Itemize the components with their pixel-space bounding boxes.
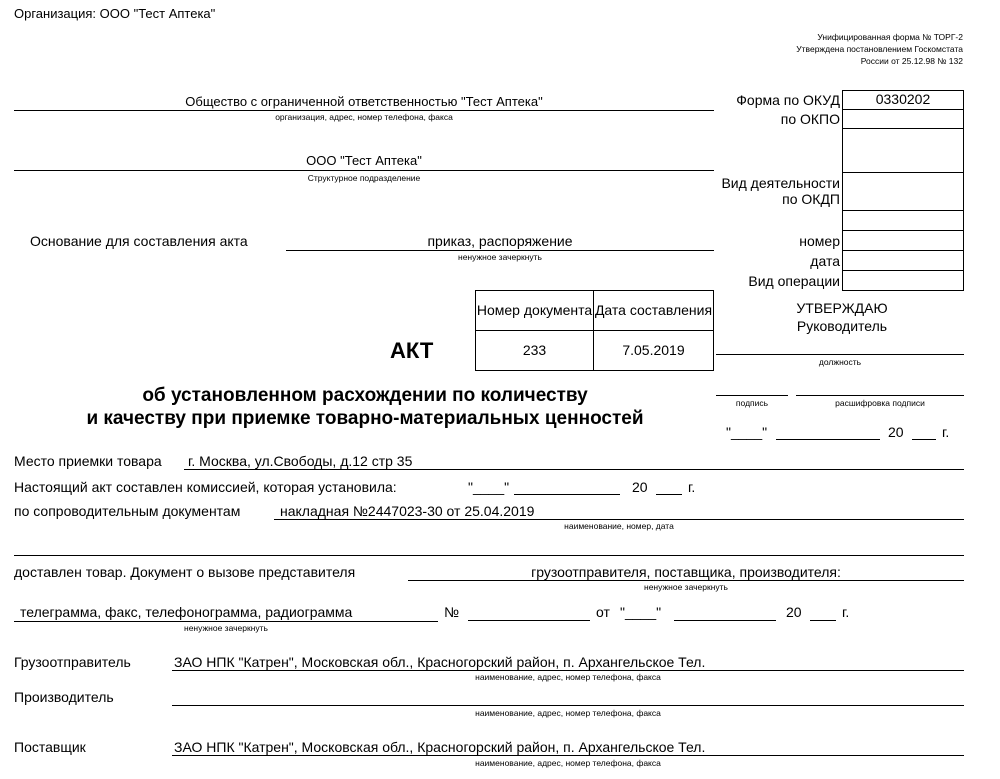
approve-day: "____" [726, 424, 768, 440]
okdp-label: по ОКДП [782, 191, 840, 207]
approve-title: УТВЕРЖДАЮ [796, 300, 888, 316]
approve-month-line [776, 439, 880, 440]
division-caption: Структурное подразделение [307, 173, 421, 183]
organization-header: Организация: ООО "Тест Аптека" [14, 6, 216, 21]
okud-value: 0330202 [875, 91, 931, 107]
approve-year-prefix: 20 [888, 424, 904, 440]
division-line [14, 170, 714, 171]
codes-divider [842, 250, 964, 251]
shipper-line [172, 670, 964, 671]
basis-line [286, 250, 714, 251]
telegram-number-label: № [444, 604, 460, 620]
docs-extra-line [14, 555, 964, 556]
codes-divider [842, 270, 964, 271]
telegram-value: телеграмма, факс, телефонограмма, радиограмма [20, 604, 353, 620]
approve-year-suffix: г. [942, 424, 950, 440]
basis-caption: ненужное зачеркнуть [458, 252, 542, 262]
commission-year: 20 [632, 479, 648, 495]
decode-line [796, 395, 964, 396]
supplier-line [172, 755, 964, 756]
doc-date-value: 7.05.2019 [593, 330, 714, 371]
telegram-line [14, 621, 438, 622]
commission-label: Настоящий акт составлен комиссией, которая установила: [14, 479, 397, 495]
place-line [184, 469, 964, 470]
form-note-line: Унифицированная форма № ТОРГ-2 [817, 32, 963, 42]
telegram-year-line [810, 620, 836, 621]
doc-number-value: 233 [475, 330, 594, 371]
doc-date-header: Дата составления [593, 290, 714, 331]
telegram-number-line [468, 620, 590, 621]
organization-name: Общество с ограниченной ответственностью "Тест Аптека" [185, 94, 543, 109]
okpo-label: по ОКПО [780, 111, 840, 127]
telegram-day: "____" [620, 604, 662, 620]
approve-year-line [912, 439, 936, 440]
docs-caption: наименование, номер, дата [564, 521, 674, 531]
place-value: г. Москва, ул.Свободы, д.12 стр 35 [188, 453, 413, 469]
docs-label: по сопроводительным документам [14, 503, 241, 519]
position-line [716, 354, 964, 355]
telegram-caption: ненужное зачеркнуть [184, 623, 268, 633]
telegram-month-line [674, 620, 776, 621]
organization-caption: организация, адрес, номер телефона, факса [275, 112, 453, 122]
codes-divider [842, 172, 964, 173]
form-legal-note [796, 31, 963, 67]
supplier-label: Поставщик [14, 739, 86, 755]
approve-role: Руководитель [796, 318, 888, 334]
act-heading-line: и качеству при приемке товарно-материальных ценностей [86, 408, 644, 429]
telegram-year-suffix: г. [842, 604, 850, 620]
shipper-caption: наименование, адрес, номер телефона, факса [475, 672, 661, 682]
operation-label: Вид операции [748, 273, 840, 289]
codes-divider [842, 210, 964, 211]
delivered-line [408, 580, 964, 581]
codes-box [842, 90, 964, 291]
form-note-line: Утверждена постановлением Госкомстата [796, 44, 963, 54]
division-name: ООО "Тест Аптека" [306, 153, 422, 168]
codes-divider [842, 109, 964, 110]
date-label: дата [810, 253, 840, 269]
supplier-value: ЗАО НПК "Катрен", Московская обл., Красногорский район, п. Архангельское Тел. [174, 739, 706, 755]
position-caption: должность [818, 357, 862, 367]
organization-line [14, 110, 714, 111]
place-label: Место приемки товара [14, 453, 162, 469]
producer-caption: наименование, адрес, номер телефона, факса [475, 708, 661, 718]
number-label: номер [799, 233, 840, 249]
codes-divider [842, 230, 964, 231]
signature-caption: подпись [735, 398, 769, 408]
telegram-year: 20 [786, 604, 802, 620]
shipper-label: Грузоотправитель [14, 654, 131, 670]
okud-label: Форма по ОКУД [736, 92, 840, 108]
docs-line [274, 519, 964, 520]
commission-year-line [656, 494, 682, 495]
commission-day: "____" [468, 479, 510, 495]
supplier-caption: наименование, адрес, номер телефона, факса [475, 758, 661, 768]
decode-caption: расшифровка подписи [835, 398, 925, 408]
delivered-caption: ненужное зачеркнуть [644, 582, 728, 592]
act-heading [0, 384, 730, 430]
producer-label: Производитель [14, 689, 114, 705]
act-title: АКТ [390, 338, 434, 363]
producer-line [172, 705, 964, 706]
docs-value: накладная №2447023-30 от 25.04.2019 [280, 503, 535, 519]
form-note-line: России от 25.12.98 № 132 [860, 56, 963, 66]
basis-label: Основание для составления акта [30, 233, 248, 249]
activity-label: Вид деятельности [721, 175, 840, 191]
delivered-value: грузоотправителя, поставщика, производителя: [531, 564, 841, 580]
doc-number-header: Номер документа [475, 290, 594, 331]
telegram-from-label: от [596, 604, 610, 620]
commission-month-line [514, 494, 620, 495]
shipper-value: ЗАО НПК "Катрен", Московская обл., Красногорский район, п. Архангельское Тел. [174, 654, 706, 670]
commission-year-suffix: г. [688, 479, 696, 495]
basis-value: приказ, распоряжение [427, 233, 573, 249]
act-heading-line: об установленном расхождении по количеству [142, 385, 588, 406]
codes-divider [842, 128, 964, 129]
delivered-label: доставлен товар. Документ о вызове представителя [14, 564, 356, 580]
